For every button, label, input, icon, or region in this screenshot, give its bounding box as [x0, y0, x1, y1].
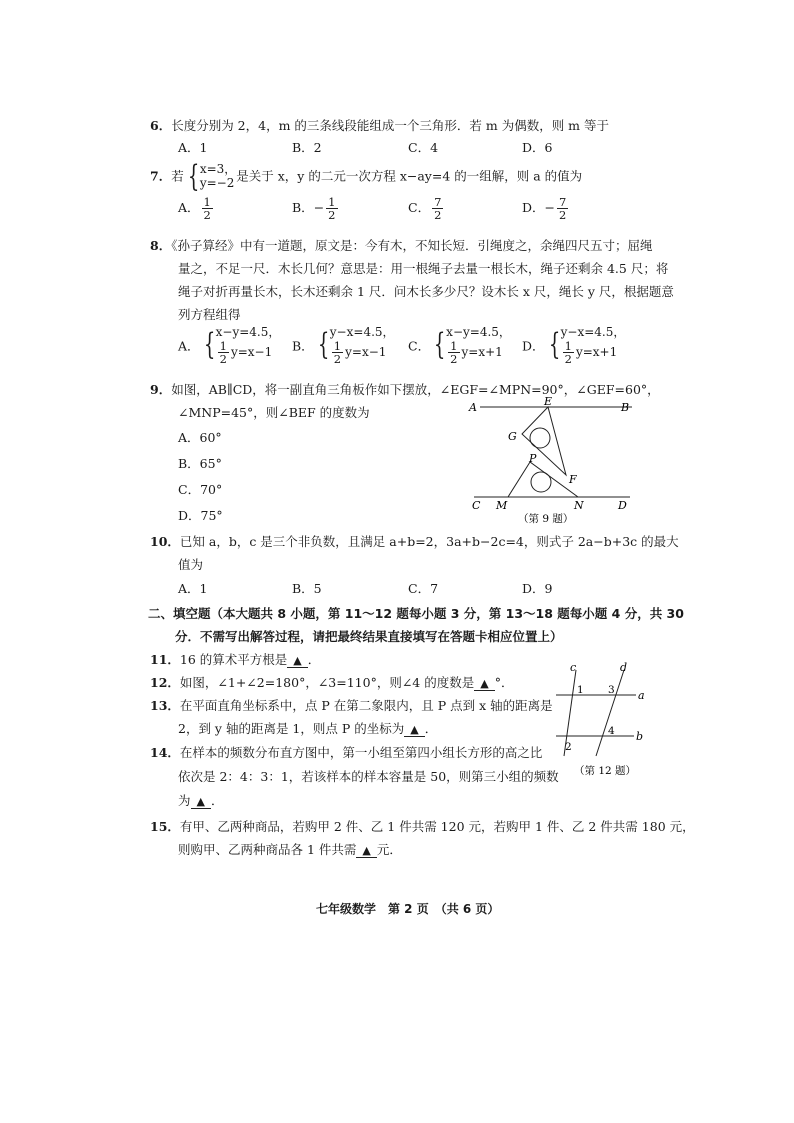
- label-d: d: [620, 661, 628, 674]
- q12-number: 12．: [150, 675, 180, 690]
- q7-d-label: D．: [522, 200, 545, 216]
- q8-b-system: [330, 326, 395, 365]
- q12: [150, 673, 513, 691]
- q6-option-c: C．4: [408, 140, 439, 155]
- q13-number: 13．: [150, 698, 180, 713]
- label-e: E: [544, 396, 553, 408]
- q8-option-c: [408, 326, 511, 365]
- q8-a-eq1: x−y=4.5，: [215, 325, 281, 339]
- q8-c-system: [446, 326, 511, 365]
- q8-number: 8．: [150, 238, 172, 253]
- label-d: D: [618, 499, 627, 512]
- q15-post: 元．: [376, 842, 402, 857]
- q9-caption: （第 9 题）: [518, 513, 574, 525]
- q8-option-b: [292, 326, 395, 365]
- q8-d-frac-d: 2: [564, 351, 572, 366]
- q11-answer-blank: ▲: [287, 654, 307, 668]
- q10-text-1: 已知 a，b，c 是三个非负数，且满足 a+b=2，3a+b−2c=4，则式子 2a−b+3c 的最大: [179, 534, 679, 549]
- angle-3: 3: [608, 684, 615, 696]
- q7-d-fraction: [557, 196, 568, 221]
- q7-sys-line1: x=3，: [199, 162, 237, 177]
- q7-a-num: 1: [203, 195, 211, 209]
- q8-b-brace: {: [317, 327, 329, 363]
- label-m: M: [496, 499, 508, 512]
- q10-option-c: C．7: [408, 581, 439, 596]
- q14-post: ．: [210, 793, 224, 808]
- q9-line2: ∠MNP=45°，则∠BEF 的度数为: [178, 405, 370, 420]
- q8-a-eq2: y=x−1: [230, 344, 273, 359]
- q11-post: ．: [307, 652, 321, 667]
- q10-option-a: A．1: [178, 581, 208, 596]
- section-heading-line1: 二、填空题（本大题共 8 小题，第 11～12 题每小题 3 分，第 13～18 题每小题 4 分，共 30: [148, 606, 684, 621]
- q11-text: 16 的算术平方根是: [179, 652, 288, 667]
- q7-b-label: B．: [292, 200, 314, 216]
- q6-option-d: D．6: [522, 140, 553, 155]
- q7-number: 7．: [150, 168, 172, 184]
- q8-a-system: [216, 326, 281, 365]
- q13-line2: [178, 719, 437, 737]
- q14-line1: [150, 743, 542, 761]
- q14-answer-blank: ▲: [191, 795, 211, 809]
- q8-b-label: B．: [292, 338, 314, 354]
- label-p: P: [529, 452, 537, 465]
- q9-option-c: C．70°: [178, 482, 223, 497]
- label-g: G: [508, 430, 517, 443]
- q12-text: 如图，∠1+∠2=180°，∠3=110°，则∠4 的度数是: [179, 675, 475, 690]
- q7-option-c: [408, 196, 445, 221]
- circle-lower: [531, 472, 551, 492]
- q10-number: 10．: [150, 534, 180, 549]
- q10-option-b: B．5: [292, 581, 322, 596]
- q7-option-b: [292, 196, 340, 221]
- q8-a-frac-d: 2: [219, 351, 227, 366]
- label-n: N: [574, 499, 584, 512]
- q14-text-1: 在样本的频数分布直方图中，第一小组至第四小组长方形的高之比: [179, 745, 543, 760]
- q11-number: 11．: [150, 652, 180, 667]
- q9-number: 9．: [150, 382, 172, 397]
- q6-option-b: B．2: [292, 140, 322, 155]
- q7-sys-line2: y=−2: [199, 176, 235, 190]
- q15-line2: [178, 840, 402, 858]
- q7-d-sign: −: [544, 200, 556, 216]
- q8-a-brace: {: [203, 327, 215, 363]
- q7-a-fraction: [202, 196, 213, 221]
- q8-d-eq1: y−x=4.5，: [560, 325, 626, 339]
- q12-answer-blank: ▲: [474, 677, 494, 691]
- q7-b-fraction: [326, 196, 337, 221]
- q12-post: °．: [494, 675, 514, 690]
- q15-text-1: 有甲、乙两种商品，若购甲 2 件、乙 1 件共需 120 元，若购甲 1 件、乙 2 件共需 180 元，: [179, 819, 695, 834]
- q8-b-eq2: y=x−1: [345, 344, 387, 359]
- label-c: C: [472, 499, 481, 512]
- q8-a-label: A．: [178, 338, 200, 354]
- q6-text: 长度分别为 2，4，m 的三条线段能组成一个三角形．若 m 为偶数，则 m 等于: [171, 118, 610, 133]
- q8-line1: [150, 236, 652, 254]
- q13-text-2: 2，到 y 轴的距离是 1，则点 P 的坐标为: [178, 721, 405, 736]
- q10-line1: [150, 532, 679, 550]
- q12-caption: （第 12 题）: [574, 765, 637, 777]
- q8-c-frac-d: 2: [450, 351, 458, 366]
- q7-system: [200, 163, 236, 191]
- q8-d-system: [561, 326, 626, 365]
- section-heading-line2: 分．不需写出解答过程，请把最终结果直接填写在答题卡相应位置上）: [175, 629, 563, 644]
- q8-option-a: [178, 326, 280, 365]
- q8-c-brace: {: [433, 327, 446, 363]
- q8-d-label: D．: [522, 338, 545, 354]
- q14-line3: [178, 791, 224, 809]
- q9-option-b: B．65°: [178, 456, 222, 471]
- q7-c-label: C．: [408, 200, 431, 216]
- q7-d-den: 2: [559, 208, 567, 223]
- q8-line3: 绳子对折再量长木，长木还剩余 1 尺．问木长多少尺？设木长 x 尺，绳长 y 尺，根据题意: [178, 284, 674, 299]
- q15-line1: [150, 817, 695, 835]
- q7-c-num: 7: [434, 195, 442, 209]
- q7-b-den: 2: [328, 208, 336, 223]
- q14-number: 14．: [150, 745, 180, 760]
- q7-a-label: A．: [178, 200, 200, 216]
- q8-c-label: C．: [408, 338, 431, 354]
- q8-c-eq2: y=x+1: [461, 344, 503, 359]
- q7-option-d: [522, 196, 570, 221]
- q7-b-sign: −: [313, 200, 325, 216]
- q10-option-d: D．9: [522, 581, 553, 596]
- q7-c-den: 2: [434, 208, 442, 223]
- q8-option-d: [522, 326, 625, 365]
- q8-d-frac-n: 1: [564, 338, 572, 353]
- q7-stem: [150, 159, 583, 194]
- q8-b-frac-d: 2: [333, 351, 342, 366]
- q7-pre: 若: [171, 168, 184, 184]
- q13-line1: [150, 696, 553, 714]
- q6-stem: [150, 116, 609, 134]
- q8-text-1: 《孙子算经》中有一道题，原文是：今有木，不知长短．引绳度之，余绳四尺五寸；屈绳: [171, 238, 653, 253]
- label-f: F: [569, 473, 577, 486]
- angle-1: 1: [577, 684, 584, 696]
- q7-c-fraction: [432, 196, 443, 221]
- q8-d-eq2: y=x+1: [575, 344, 618, 359]
- q13-post: ．: [424, 721, 438, 736]
- label-c: c: [570, 661, 577, 674]
- q9-option-d: D．75°: [178, 508, 223, 523]
- label-b: b: [636, 730, 644, 743]
- q13-text-1: 在平面直角坐标系中，点 P 在第二象限内，且 P 点到 x 轴的距离是: [179, 698, 553, 713]
- label-b: B: [621, 401, 630, 414]
- q12-figure: [548, 660, 658, 780]
- q6-option-a: A．1: [178, 140, 208, 155]
- q7-b-num: 1: [328, 195, 336, 209]
- q7-post: 是关于 x，y 的二元一次方程 x−ay=4 的一组解，则 a 的值为: [236, 168, 583, 184]
- q8-line4: 列方程组得: [178, 307, 241, 322]
- q7-a-den: 2: [203, 208, 211, 223]
- label-a: A: [469, 401, 477, 414]
- q7-d-num: 7: [559, 195, 567, 209]
- q10-line2: 值为: [178, 557, 204, 572]
- angle-2: 2: [565, 741, 572, 753]
- q8-b-frac-n: 1: [333, 338, 342, 353]
- q6-number: 6．: [150, 118, 172, 133]
- q8-c-frac-n: 1: [450, 338, 458, 353]
- q14-text-3: 为: [178, 793, 191, 808]
- line-d: [596, 670, 624, 756]
- q15-answer-blank: ▲: [356, 844, 376, 858]
- q9-option-a: A．60°: [178, 430, 222, 445]
- angle-4: 4: [608, 725, 615, 737]
- page-footer: 七年级数学 第 2 页 （共 6 页）: [316, 902, 500, 916]
- q14-line2: 依次是 2：4：3：1，若该样本的样本容量是 50，则第三小组的频数: [178, 769, 559, 784]
- q13-answer-blank: ▲: [404, 723, 424, 737]
- q15-text-2: 则购甲、乙两种商品各 1 件共需: [178, 842, 357, 857]
- circle-upper: [530, 428, 550, 448]
- q8-line2: 量之，不足一尺．木长几何？意思是：用一根绳子去量一根长木，绳子还剩余 4.5 尺；将: [178, 261, 669, 276]
- q11: [150, 650, 320, 668]
- q7-brace: {: [187, 159, 199, 194]
- q8-c-eq1: x−y=4.5，: [446, 325, 511, 339]
- q9-figure: [462, 396, 642, 526]
- q9-text-1: 如图，AB∥CD，将一副直角三角板作如下摆放，∠EGF=∠MPN=90°，∠GEF=60°，: [171, 382, 660, 397]
- q8-a-frac-n: 1: [219, 338, 227, 353]
- q15-number: 15．: [150, 819, 180, 834]
- q8-b-eq1: y−x=4.5，: [329, 325, 395, 339]
- q7-option-a: [178, 196, 215, 221]
- label-a: a: [638, 689, 645, 702]
- q8-d-brace: {: [548, 327, 560, 363]
